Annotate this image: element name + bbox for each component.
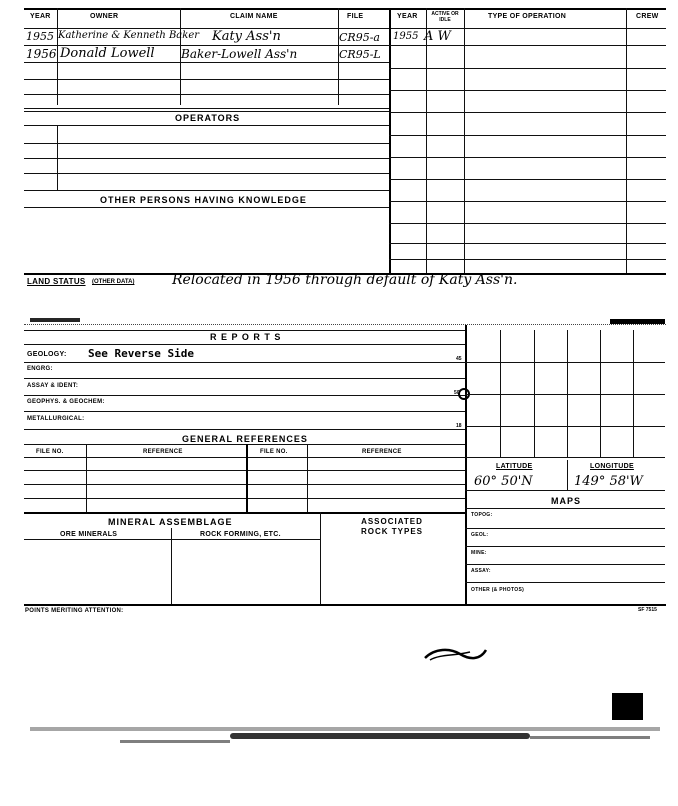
margin-mark: 18 [456, 423, 462, 429]
reports-top-line [24, 330, 465, 331]
row-line [24, 470, 465, 471]
row-line [24, 512, 465, 514]
col-divider [320, 512, 321, 604]
row-line [24, 395, 465, 396]
other-persons-heading: OTHER PERSONS HAVING KNOWLEDGE [100, 195, 307, 205]
grid-line [465, 362, 665, 363]
row-line [24, 190, 389, 191]
row-line [24, 125, 389, 126]
row-line [24, 94, 389, 95]
row-line [24, 457, 465, 458]
col-divider [307, 444, 308, 512]
grid-line [465, 457, 665, 458]
col-divider [171, 528, 172, 604]
points-meriting-attention-label: POINTS MERITING ATTENTION: [25, 608, 124, 614]
geophys-label: GEOPHYS. & GEOCHEM: [27, 399, 105, 405]
row-line [24, 344, 465, 345]
row-line [24, 207, 389, 208]
grid-line [465, 426, 665, 427]
scribble-mark-icon [420, 640, 490, 670]
col-claim-name: CLAIM NAME [230, 13, 278, 20]
col-divider [246, 444, 248, 512]
col-divider [626, 8, 627, 273]
row-line [465, 508, 665, 509]
row-line [24, 62, 389, 63]
row-line [389, 68, 666, 69]
margin-mark: 50 [454, 390, 460, 396]
scan-smudge [30, 318, 80, 322]
scan-block [612, 693, 643, 720]
ref-col-reference-1: REFERENCE [143, 449, 183, 455]
geology-label: GEOLOGY: [27, 351, 67, 358]
reports-heading: R E P O R T S [210, 332, 282, 342]
land-status-label: LAND STATUS [27, 277, 86, 286]
row-line [465, 490, 665, 491]
row-line [389, 135, 666, 136]
grid-line [567, 460, 568, 490]
map-mine-label: MINE: [471, 550, 487, 556]
row-line [24, 108, 389, 109]
assay-label: ASSAY & IDENT: [27, 383, 79, 389]
row-line [389, 157, 666, 158]
owner-row-1-owner: Katherine & Kenneth Baker [58, 30, 200, 41]
ref-col-reference-2: REFERENCE [362, 449, 402, 455]
geology-value: See Reverse Side [88, 347, 194, 360]
owner-row-1-claim: Katy Ass'n [212, 29, 281, 44]
engrg-label: ENGRG: [27, 366, 53, 372]
col-year: YEAR [30, 13, 51, 20]
activity-row-1-status: A W [424, 29, 451, 44]
col-crew: CREW [636, 13, 659, 20]
row-line [24, 539, 320, 540]
map-other-label: OTHER (& PHOTOS) [471, 587, 525, 593]
row-line [389, 90, 666, 91]
metallurgical-label: METALLURGICAL: [27, 416, 85, 422]
row-line [24, 444, 465, 445]
mineral-assemblage-heading: MINERAL ASSEMBLAGE [108, 517, 233, 527]
row-line [389, 45, 666, 46]
col-file: FILE [347, 13, 364, 20]
rock-forming-label: ROCK FORMING, ETC. [200, 531, 281, 538]
owner-row-2-file: CR95-L [339, 48, 381, 61]
owner-row-2-year: 1956 [26, 47, 57, 61]
row-line [24, 362, 465, 363]
row-line [465, 528, 665, 529]
activity-row-1-year: 1955 [393, 31, 419, 42]
row-line [24, 173, 389, 174]
row-line [389, 243, 666, 244]
land-status-value: Relocated in 1956 through default of Katy Ass'n. [172, 272, 518, 288]
col-type-of-operation: TYPE OF OPERATION [488, 13, 567, 20]
maps-heading: MAPS [551, 496, 582, 506]
row-line [389, 223, 666, 224]
general-references-heading: GENERAL REFERENCES [182, 434, 308, 444]
row-line [24, 429, 465, 430]
map-topog-label: TOPOG: [471, 512, 493, 518]
row-line [24, 158, 389, 159]
scan-smudge [230, 733, 530, 739]
operators-top-line [24, 111, 389, 112]
map-assay-label: ASSAY: [471, 568, 491, 574]
owner-row-1-year: 1955 [26, 30, 54, 43]
col-divider [57, 8, 58, 105]
latitude-label: LATITUDE [496, 463, 533, 470]
row-line [389, 179, 666, 180]
row-line [389, 112, 666, 113]
top-border [24, 8, 666, 10]
row-line [24, 411, 465, 412]
scan-smudge [30, 727, 660, 731]
grid-left-border [465, 325, 467, 605]
latitude-value: 60° 50'N [474, 474, 533, 489]
row-line [389, 201, 666, 202]
operators-heading: OPERATORS [175, 113, 241, 123]
col-divider [464, 8, 465, 273]
associated-rock-types-label: ASSOCIATED ROCK TYPES [360, 517, 423, 536]
form-number: SF 7515 [638, 607, 657, 613]
ref-col-file-no-1: FILE NO. [36, 449, 64, 455]
row-line [465, 546, 665, 547]
footer-top-line [24, 604, 666, 606]
row-line [465, 564, 665, 565]
col-year-2: YEAR [397, 13, 418, 20]
scan-smudge [120, 740, 230, 743]
land-status-sub: (OTHER DATA) [92, 279, 135, 285]
map-geol-label: GEOL: [471, 532, 489, 538]
owner-row-1-file: CR95-a [339, 31, 380, 44]
ref-col-file-no-2: FILE NO. [260, 449, 288, 455]
scan-smudge [530, 736, 650, 739]
col-divider [57, 125, 58, 190]
col-active-idle: ACTIVE OR IDLE [431, 11, 459, 23]
grid-line [465, 394, 665, 395]
fold-line [24, 324, 666, 325]
row-line [24, 378, 465, 379]
margin-mark: 45 [456, 356, 462, 362]
longitude-label: LONGITUDE [590, 463, 634, 470]
ore-minerals-label: ORE MINERALS [60, 531, 118, 538]
row-line [24, 143, 389, 144]
row-line [24, 498, 465, 499]
header-bottom-line [24, 28, 666, 29]
longitude-value: 149° 58'W [574, 474, 643, 489]
main-divider [389, 8, 391, 273]
owner-row-2-owner: Donald Lowell [60, 46, 155, 61]
row-line [389, 259, 666, 260]
col-divider [426, 8, 427, 273]
row-line [24, 484, 465, 485]
row-line [24, 79, 389, 80]
owner-row-2-claim: Baker-Lowell Ass'n [181, 47, 298, 61]
row-line [465, 582, 665, 583]
col-owner: OWNER [90, 13, 119, 20]
col-divider [86, 444, 87, 512]
